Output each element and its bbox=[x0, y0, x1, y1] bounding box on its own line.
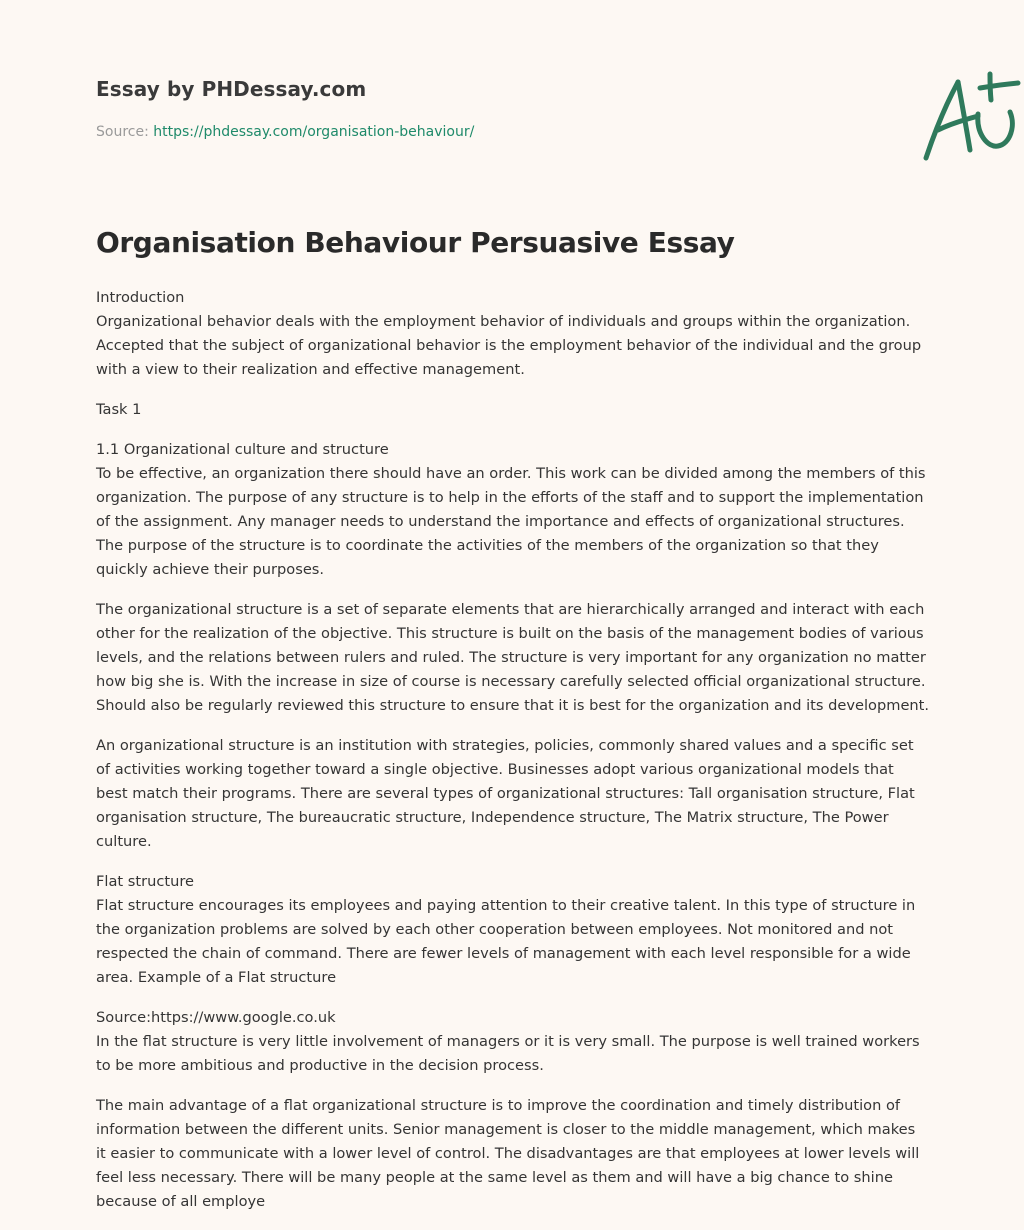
paragraph-line: the organization problems are solved by each other cooperation between employees. Not monitored and not bbox=[96, 921, 894, 938]
paragraph-line: levels, and the relations between rulers and ruled. The structure is very important for any organization no matter bbox=[96, 649, 926, 666]
essay-paragraph bbox=[96, 1094, 932, 1214]
paragraph-line: culture. bbox=[96, 833, 152, 850]
paragraph-line: with a view to their realization and effective management. bbox=[96, 361, 525, 378]
paragraph-line: organization. The purpose of any structure is to help in the efforts of the staff and to support the implementation bbox=[96, 489, 924, 506]
paragraph-line: Source:https://www.google.co.uk bbox=[96, 1009, 336, 1026]
paragraph-line: feel less necessary. There will be many people at the same level as them and will have a big chance to shine bbox=[96, 1169, 893, 1186]
paragraph-line: An organizational structure is an institution with strategies, policies, commonly shared values and a specific set bbox=[96, 737, 914, 754]
paragraph-line: because of all employe bbox=[96, 1193, 266, 1210]
paragraph-line: Accepted that the subject of organizational behavior is the employment behavior of the individual and the group bbox=[96, 337, 922, 354]
essay-paragraph bbox=[96, 870, 932, 990]
paragraph-line: to be more ambitious and productive in the decision process. bbox=[96, 1057, 544, 1074]
essay-body bbox=[96, 286, 932, 1230]
paragraph-line: In the flat structure is very little involvement of managers or it is very small. The purpose is well trained workers bbox=[96, 1033, 920, 1050]
paragraph-line: Organizational behavior deals with the employment behavior of individuals and groups within the organization. bbox=[96, 313, 911, 330]
paragraph-line: Flat structure bbox=[96, 873, 194, 890]
paragraph-line: organisation structure, The bureaucratic structure, Independence structure, The Matrix structure, The Power bbox=[96, 809, 889, 826]
essay-paragraph bbox=[96, 1006, 932, 1078]
paragraph-line: area. Example of a Flat structure bbox=[96, 969, 337, 986]
paragraph-line: 1.1 Organizational culture and structure bbox=[96, 441, 389, 458]
paragraph-line: it easier to communicate with a lower level of control. The disadvantages are that employees at lower levels will bbox=[96, 1145, 920, 1162]
paragraph-line: best match their programs. There are several types of organizational structures: Tall organisation structure, Flat bbox=[96, 785, 915, 802]
essay-title: Organisation Behaviour Persuasive Essay bbox=[96, 226, 735, 259]
source-label: Source: bbox=[96, 124, 154, 140]
paragraph-line: The purpose of the structure is to coordinate the activities of the members of the organization so that they bbox=[96, 537, 879, 554]
essay-paragraph bbox=[96, 734, 932, 854]
source-line bbox=[96, 124, 474, 140]
paragraph-line: of the assignment. Any manager needs to understand the importance and effects of organizational structures. bbox=[96, 513, 905, 530]
essay-paragraph bbox=[96, 598, 932, 718]
paragraph-line: Task 1 bbox=[96, 401, 142, 418]
paragraph-line: respected the chain of command. There are fewer levels of management with each level responsible for a wide bbox=[96, 945, 911, 962]
source-link[interactable]: https://phdessay.com/organisation-behaviour/ bbox=[153, 124, 475, 140]
paragraph-line: The organizational structure is a set of separate elements that are hierarchically arranged and interact with each bbox=[96, 601, 925, 618]
paragraph-line: of activities working together toward a single objective. Businesses adopt various organizational models that bbox=[96, 761, 894, 778]
site-brand[interactable]: Essay by PHDessay.com bbox=[96, 77, 367, 101]
a-plus-logo bbox=[918, 68, 1022, 164]
paragraph-line: other for the realization of the objective. This structure is built on the basis of the management bodies of various bbox=[96, 625, 924, 642]
paragraph-line: The main advantage of a flat organizational structure is to improve the coordination and timely distribution of bbox=[96, 1097, 901, 1114]
paragraph-line: Should also be regularly reviewed this structure to ensure that it is best for the organization and its development. bbox=[96, 697, 930, 714]
essay-paragraph bbox=[96, 286, 932, 382]
essay-paragraph bbox=[96, 438, 932, 582]
paragraph-line: how big she is. With the increase in size of course is necessary carefully selected official organizational structure. bbox=[96, 673, 926, 690]
paragraph-line: Introduction bbox=[96, 289, 185, 306]
paragraph-line: quickly achieve their purposes. bbox=[96, 561, 325, 578]
paragraph-line: information between the different units. Senior management is closer to the middle management, which makes bbox=[96, 1121, 916, 1138]
paragraph-line: To be effective, an organization there should have an order. This work can be divided among the members of this bbox=[96, 465, 926, 482]
essay-paragraph bbox=[96, 398, 932, 422]
paragraph-line: Flat structure encourages its employees and paying attention to their creative talent. In this type of structure in bbox=[96, 897, 916, 914]
